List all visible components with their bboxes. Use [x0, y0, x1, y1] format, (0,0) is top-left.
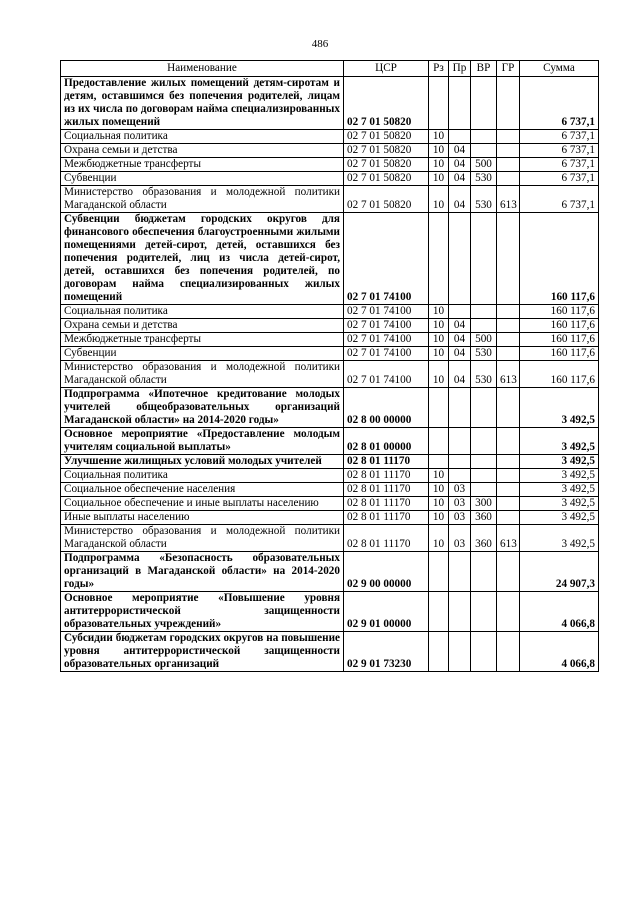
header-csr: ЦСР [344, 61, 429, 77]
cell-pr: 04 [449, 158, 471, 172]
cell-name: Иные выплаты населению [61, 511, 344, 525]
table-body [61, 77, 599, 672]
header-gr: ГР [497, 61, 520, 77]
cell-sum: 6 737,1 [520, 158, 599, 172]
cell-vr [471, 483, 497, 497]
cell-vr [471, 130, 497, 144]
cell-pr [449, 552, 471, 592]
cell-gr [497, 632, 520, 672]
cell-gr [497, 130, 520, 144]
cell-vr [471, 552, 497, 592]
cell-gr [497, 213, 520, 305]
cell-vr [471, 305, 497, 319]
cell-rz [429, 592, 449, 632]
cell-csr: 02 8 01 11170 [344, 483, 429, 497]
cell-name: Социальная политика [61, 130, 344, 144]
cell-sum: 4 066,8 [520, 632, 599, 672]
cell-rz: 10 [429, 361, 449, 388]
cell-pr: 04 [449, 144, 471, 158]
cell-pr: 04 [449, 319, 471, 333]
cell-sum: 160 117,6 [520, 333, 599, 347]
cell-pr [449, 77, 471, 130]
cell-gr [497, 319, 520, 333]
cell-gr [497, 483, 520, 497]
cell-rz [429, 388, 449, 428]
cell-sum: 6 737,1 [520, 144, 599, 158]
table-row [61, 511, 599, 525]
cell-gr: 613 [497, 361, 520, 388]
cell-name: Улучшение жилищных условий молодых учителей [61, 455, 344, 469]
cell-csr: 02 8 01 00000 [344, 428, 429, 455]
header-vr: ВР [471, 61, 497, 77]
cell-gr [497, 497, 520, 511]
cell-rz: 10 [429, 511, 449, 525]
cell-name: Охрана семьи и детства [61, 319, 344, 333]
cell-pr [449, 592, 471, 632]
cell-rz [429, 552, 449, 592]
cell-gr [497, 347, 520, 361]
table-row [61, 632, 599, 672]
cell-rz [429, 77, 449, 130]
table-row [61, 361, 599, 388]
cell-vr: 530 [471, 172, 497, 186]
cell-vr [471, 319, 497, 333]
header-pr: Пр [449, 61, 471, 77]
cell-sum: 160 117,6 [520, 361, 599, 388]
cell-rz [429, 455, 449, 469]
cell-pr: 03 [449, 497, 471, 511]
cell-rz: 10 [429, 130, 449, 144]
cell-pr: 03 [449, 483, 471, 497]
cell-vr [471, 77, 497, 130]
cell-csr: 02 7 01 50820 [344, 172, 429, 186]
cell-sum: 6 737,1 [520, 172, 599, 186]
cell-sum: 160 117,6 [520, 347, 599, 361]
cell-csr: 02 8 01 11170 [344, 497, 429, 511]
cell-pr: 04 [449, 333, 471, 347]
cell-gr [497, 428, 520, 455]
cell-name: Подпрограмма «Безопасность образовательных организаций в Магаданской области» на 2014-2020 годы» [61, 552, 344, 592]
cell-pr [449, 428, 471, 455]
cell-csr: 02 8 01 11170 [344, 511, 429, 525]
cell-rz: 10 [429, 158, 449, 172]
cell-name: Социальное обеспечение населения [61, 483, 344, 497]
table-row [61, 213, 599, 305]
cell-sum: 3 492,5 [520, 388, 599, 428]
cell-gr [497, 305, 520, 319]
cell-vr [471, 455, 497, 469]
cell-name: Основное мероприятие «Повышение уровня антитеррористической защищенности образовательных учреждений» [61, 592, 344, 632]
budget-table [60, 60, 599, 672]
cell-pr: 04 [449, 186, 471, 213]
cell-rz [429, 632, 449, 672]
cell-name: Социальная политика [61, 469, 344, 483]
cell-name: Министерство образования и молодежной политики Магаданской области [61, 186, 344, 213]
cell-sum: 6 737,1 [520, 186, 599, 213]
table-row [61, 144, 599, 158]
table-row [61, 305, 599, 319]
cell-pr [449, 632, 471, 672]
cell-sum: 6 737,1 [520, 77, 599, 130]
header-sum: Сумма [520, 61, 599, 77]
cell-csr: 02 7 01 74100 [344, 213, 429, 305]
cell-vr: 530 [471, 347, 497, 361]
cell-csr: 02 8 01 11170 [344, 455, 429, 469]
cell-name: Субсидии бюджетам городских округов на повышение уровня антитеррористической защищенности образовательных организаций [61, 632, 344, 672]
cell-name: Субвенции [61, 347, 344, 361]
cell-rz: 10 [429, 333, 449, 347]
cell-rz: 10 [429, 144, 449, 158]
header-rz: Рз [429, 61, 449, 77]
table-row [61, 77, 599, 130]
cell-sum: 3 492,5 [520, 497, 599, 511]
cell-vr: 360 [471, 525, 497, 552]
cell-csr: 02 8 00 00000 [344, 388, 429, 428]
cell-gr [497, 455, 520, 469]
cell-sum: 3 492,5 [520, 455, 599, 469]
cell-pr [449, 305, 471, 319]
cell-sum: 160 117,6 [520, 319, 599, 333]
table-row [61, 525, 599, 552]
table-row [61, 172, 599, 186]
cell-csr: 02 7 01 50820 [344, 186, 429, 213]
cell-vr [471, 632, 497, 672]
cell-sum: 3 492,5 [520, 511, 599, 525]
cell-pr: 03 [449, 525, 471, 552]
cell-vr [471, 213, 497, 305]
cell-gr: 613 [497, 186, 520, 213]
cell-gr [497, 469, 520, 483]
cell-csr: 02 7 01 50820 [344, 130, 429, 144]
cell-vr [471, 144, 497, 158]
cell-csr: 02 9 01 00000 [344, 592, 429, 632]
cell-gr [497, 552, 520, 592]
table-row [61, 333, 599, 347]
cell-csr: 02 9 00 00000 [344, 552, 429, 592]
cell-csr: 02 7 01 74100 [344, 333, 429, 347]
cell-name: Подпрограмма «Ипотечное кредитование молодых учителей общеобразовательных организаций Магаданской области» на 2014-2020 годы» [61, 388, 344, 428]
cell-vr [471, 388, 497, 428]
cell-gr [497, 511, 520, 525]
cell-name: Охрана семьи и детства [61, 144, 344, 158]
cell-rz [429, 213, 449, 305]
cell-pr: 04 [449, 347, 471, 361]
cell-gr [497, 388, 520, 428]
cell-pr [449, 455, 471, 469]
cell-gr [497, 144, 520, 158]
table-row [61, 455, 599, 469]
cell-pr [449, 388, 471, 428]
cell-pr [449, 130, 471, 144]
cell-name: Социальная политика [61, 305, 344, 319]
table-row [61, 388, 599, 428]
cell-gr: 613 [497, 525, 520, 552]
cell-vr: 530 [471, 361, 497, 388]
cell-rz: 10 [429, 319, 449, 333]
cell-sum: 3 492,5 [520, 525, 599, 552]
cell-sum: 3 492,5 [520, 483, 599, 497]
cell-sum: 3 492,5 [520, 469, 599, 483]
cell-pr [449, 213, 471, 305]
cell-rz: 10 [429, 469, 449, 483]
cell-pr: 04 [449, 361, 471, 388]
page-number: 486 [311, 38, 329, 50]
cell-rz: 10 [429, 497, 449, 511]
cell-gr [497, 172, 520, 186]
cell-name: Социальное обеспечение и иные выплаты населению [61, 497, 344, 511]
cell-sum: 4 066,8 [520, 592, 599, 632]
cell-csr: 02 7 01 74100 [344, 361, 429, 388]
cell-gr [497, 77, 520, 130]
table-row [61, 186, 599, 213]
cell-vr: 500 [471, 333, 497, 347]
cell-vr [471, 592, 497, 632]
table-row [61, 158, 599, 172]
table-row [61, 552, 599, 592]
cell-csr: 02 7 01 74100 [344, 305, 429, 319]
cell-name: Министерство образования и молодежной политики Магаданской области [61, 361, 344, 388]
cell-gr [497, 333, 520, 347]
table-row [61, 483, 599, 497]
cell-gr [497, 592, 520, 632]
cell-vr: 300 [471, 497, 497, 511]
cell-vr: 500 [471, 158, 497, 172]
table-row [61, 130, 599, 144]
cell-rz: 10 [429, 172, 449, 186]
table-row [61, 319, 599, 333]
cell-name: Министерство образования и молодежной политики Магаданской области [61, 525, 344, 552]
cell-gr [497, 158, 520, 172]
cell-csr: 02 7 01 74100 [344, 319, 429, 333]
cell-name: Основное мероприятие «Предоставление молодым учителям социальной выплаты» [61, 428, 344, 455]
table-row [61, 592, 599, 632]
cell-name: Предоставление жилых помещений детям-сиротам и детям, оставшимся без попечения родителей, лицам из их числа по договорам найма специализированных жилых помещений [61, 77, 344, 130]
table-header-row [61, 61, 599, 77]
header-name: Наименование [61, 61, 344, 77]
cell-rz: 10 [429, 483, 449, 497]
cell-csr: 02 8 01 11170 [344, 525, 429, 552]
cell-sum: 160 117,6 [520, 213, 599, 305]
cell-csr: 02 7 01 50820 [344, 158, 429, 172]
cell-vr: 530 [471, 186, 497, 213]
table-row [61, 469, 599, 483]
cell-csr: 02 7 01 74100 [344, 347, 429, 361]
cell-sum: 24 907,3 [520, 552, 599, 592]
cell-sum: 6 737,1 [520, 130, 599, 144]
cell-csr: 02 9 01 73230 [344, 632, 429, 672]
cell-name: Межбюджетные трансферты [61, 158, 344, 172]
cell-rz: 10 [429, 525, 449, 552]
cell-vr [471, 469, 497, 483]
cell-name: Межбюджетные трансферты [61, 333, 344, 347]
table-row [61, 347, 599, 361]
cell-rz: 10 [429, 186, 449, 213]
cell-sum: 3 492,5 [520, 428, 599, 455]
cell-vr: 360 [471, 511, 497, 525]
cell-csr: 02 7 01 50820 [344, 77, 429, 130]
cell-sum: 160 117,6 [520, 305, 599, 319]
cell-pr: 03 [449, 511, 471, 525]
cell-rz: 10 [429, 305, 449, 319]
cell-csr: 02 8 01 11170 [344, 469, 429, 483]
cell-vr [471, 428, 497, 455]
table-row [61, 497, 599, 511]
cell-pr: 04 [449, 172, 471, 186]
cell-name: Субвенции бюджетам городских округов для финансового обеспечения благоустроенными жилыми помещениями детей-сирот, детей, оставшихся без попечения родителей, лиц из числа детей-сирот, детей, оставшихся без попечения родителей, по договорам найма специализированных жилых помещений [61, 213, 344, 305]
cell-rz [429, 428, 449, 455]
table-row [61, 428, 599, 455]
cell-csr: 02 7 01 50820 [344, 144, 429, 158]
cell-rz: 10 [429, 347, 449, 361]
cell-name: Субвенции [61, 172, 344, 186]
cell-pr [449, 469, 471, 483]
